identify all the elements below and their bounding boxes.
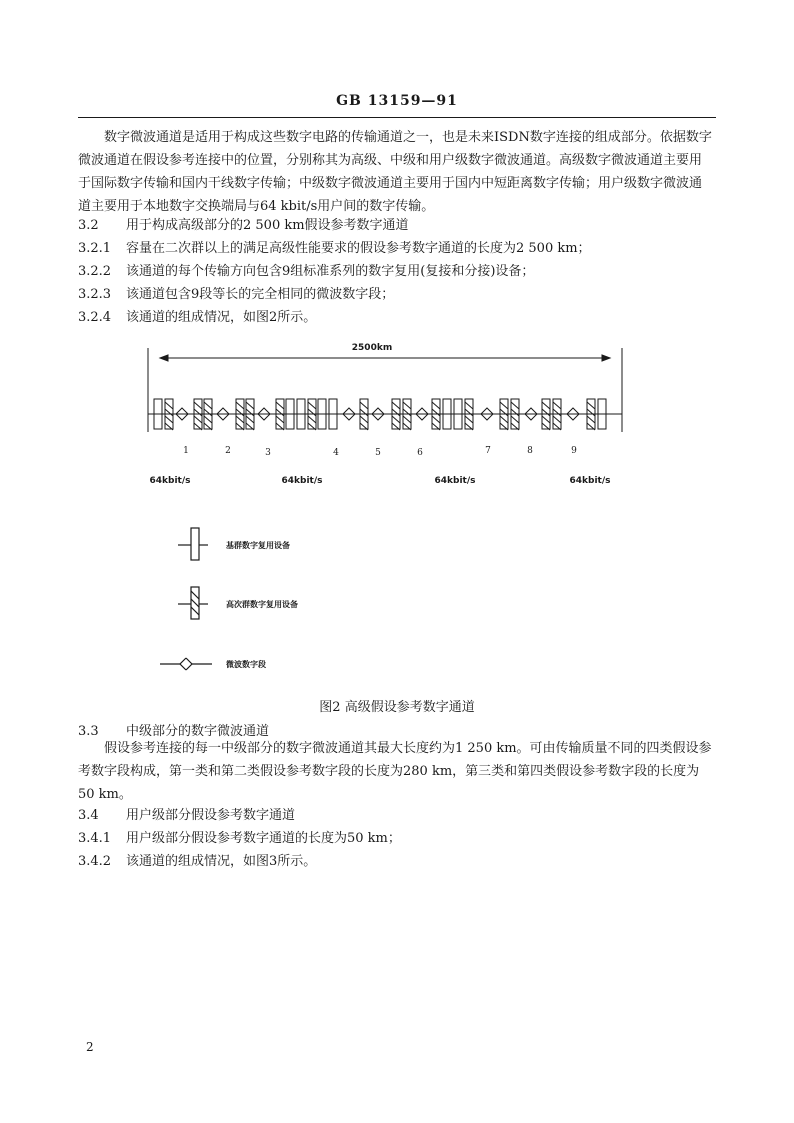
s33-paragraph: 假设参考连接的每一中级部分的数字微波通道其最大长度约为1 250 km。可由传输质量不同的四类假设参考数字段构成，第一类和第二类假设参考数字段的长度为280 km，第三类和第四类假设参考数字段的长度为50 km。 bbox=[78, 741, 712, 802]
section-text: 中级部分的数字微波通道 bbox=[126, 724, 270, 739]
segment-number: 7 bbox=[485, 446, 491, 456]
microwave-section-icon bbox=[160, 658, 212, 670]
section-text: 该通道的组成情况，如图3所示。 bbox=[126, 854, 317, 869]
section-text: 该通道的组成情况，如图2所示。 bbox=[126, 310, 317, 325]
section-number: 3.4 bbox=[78, 808, 99, 823]
channel-chain bbox=[148, 399, 622, 430]
section-text: 用于构成高级部分的2 500 km假设参考数字通道 bbox=[126, 218, 409, 233]
arrow-head-left bbox=[160, 355, 168, 361]
intro-paragraph: 数字微波通道是适用于构成这些数字电路的传输通道之一，也是未来ISDN数字连接的组成部分。依据数字微波通道在假设参考连接中的位置，分别称其为高级、中级和用户级数字微波通道。高级数字微波通道主要用于国际数字传输和国内干线数字传输；中级数字微波通道主要用于国内中短距离数字传输；用户级数字微波通道主要用于本地数字交换端局与64 kbit/s用户间的数字传输。 bbox=[78, 130, 712, 214]
section-number: 3.2.4 bbox=[78, 310, 112, 325]
page-number: 2 bbox=[86, 1040, 94, 1054]
section-text: 容量在二次群以上的满足高级性能要求的假设参考数字通道的长度为2 500 km； bbox=[126, 241, 591, 256]
figure-caption: 图2 高级假设参考数字通道 bbox=[319, 700, 475, 715]
section-3-4 bbox=[78, 804, 295, 823]
primary-mux-icon bbox=[178, 528, 208, 560]
section-text: 该通道的每个传输方向包含9组标准系列的数字复用(复接和分接)设备； bbox=[126, 264, 535, 279]
section-3-4-1 bbox=[78, 827, 401, 846]
segment-number: 2 bbox=[225, 446, 231, 456]
segment-number: 8 bbox=[527, 446, 533, 456]
section-text: 用户级部分假设参考数字通道 bbox=[126, 808, 296, 823]
section-text: 该通道包含9段等长的完全相同的微波数字段； bbox=[126, 287, 395, 302]
rate-label: 64kbit/s bbox=[434, 476, 476, 486]
rate-label: 64kbit/s bbox=[149, 476, 191, 486]
section-3-4-2 bbox=[78, 850, 316, 869]
rate-label: 64kbit/s bbox=[569, 476, 611, 486]
segment-number: 3 bbox=[265, 448, 271, 458]
section-number: 3.2 bbox=[78, 218, 99, 233]
segment-number: 5 bbox=[375, 448, 381, 458]
document-header: GB 13159—91 bbox=[336, 93, 458, 109]
segment-number: 9 bbox=[571, 446, 577, 456]
section-number: 3.3 bbox=[78, 724, 99, 739]
section-number: 3.2.3 bbox=[78, 287, 112, 302]
higher-order-mux-icon bbox=[178, 587, 208, 619]
section-number: 3.4.2 bbox=[78, 854, 112, 869]
section-number: 3.2.2 bbox=[78, 264, 112, 279]
segment-number: 6 bbox=[417, 448, 423, 458]
legend-label: 基群数字复用设备 bbox=[226, 541, 290, 550]
arrow-head-right bbox=[602, 355, 610, 361]
legend-label: 微波数字段 bbox=[226, 660, 266, 669]
section-number: 3.4.1 bbox=[78, 831, 112, 846]
legend-label: 高次群数字复用设备 bbox=[226, 600, 298, 609]
distance-label: 2500km bbox=[351, 343, 393, 353]
section-number: 3.2.1 bbox=[78, 241, 112, 256]
rate-label: 64kbit/s bbox=[281, 476, 323, 486]
section-text: 用户级部分假设参考数字通道的长度为50 km； bbox=[126, 831, 401, 846]
segment-number: 4 bbox=[333, 448, 339, 458]
segment-number: 1 bbox=[183, 446, 189, 456]
